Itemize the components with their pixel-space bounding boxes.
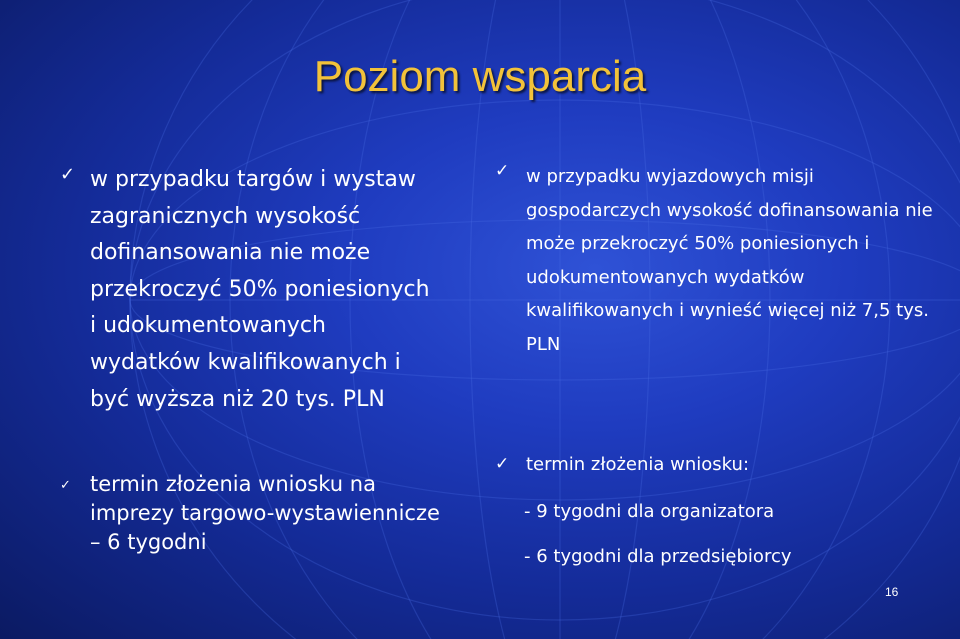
bullet-deadline-fairs xyxy=(60,470,440,557)
bullet-text: termin złożenia wniosku na imprezy targowo-wystawiennicze – 6 tygodni xyxy=(90,472,440,554)
bullet-economic-missions xyxy=(495,160,935,362)
bullet-text: w przypadku wyjazdowych misji gospodarczych wysokość dofinansowania nie może przekroczyć 50% poniesionych i udokumentowanych wydatków kwalifikowanych i wynieść więcej niż 7,5 tys. PLN xyxy=(526,166,933,355)
bullet-text: termin złożenia wniosku: xyxy=(526,454,750,475)
bullet-text: w przypadku targów i wystaw zagranicznych wysokość dofinansowania nie może przekroczyć 50% poniesionych i udokumentowanych wydatków kwalifikowanych i być wyższa niż 20 tys. PLN xyxy=(90,167,430,412)
page-number: 16 xyxy=(885,585,899,599)
checkmark-icon: ✓ xyxy=(60,478,71,493)
checkmark-icon: ✓ xyxy=(495,454,510,474)
checkmark-icon: ✓ xyxy=(60,164,76,185)
checkmark-icon: ✓ xyxy=(495,161,510,181)
sub-item-entrepreneur: - 6 tygodni dla przedsiębiorcy xyxy=(524,546,792,567)
sub-item-organizer: - 9 tygodni dla organizatora xyxy=(524,501,775,522)
bullet-trade-fairs xyxy=(60,162,440,418)
slide-title: Poziom wsparcia xyxy=(313,52,647,101)
bullet-deadline-missions xyxy=(495,453,935,477)
